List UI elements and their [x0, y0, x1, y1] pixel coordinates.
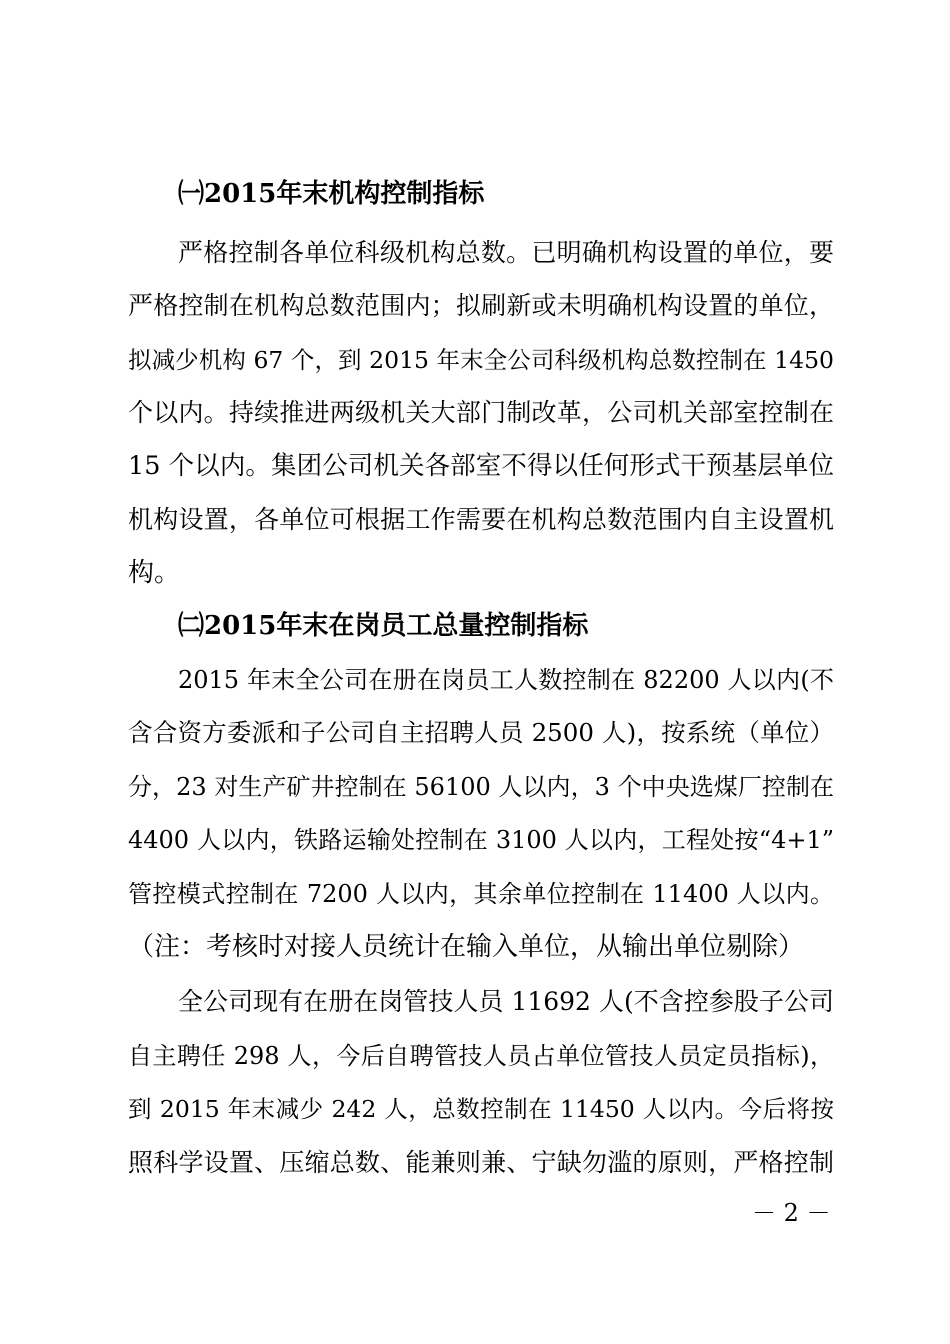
- paragraph-line: 拟减少机构 67 个，到 2015 年末全公司科级机构总数控制在 1450: [128, 346, 834, 374]
- paragraph-line: 含合资方委派和子公司自主招聘人员 2500 人)，按系统（单位）: [128, 718, 834, 747]
- paragraph-line: 自主聘任 298 人，今后自聘管技人员占单位管技人员定员指标)，: [128, 1042, 834, 1070]
- paragraph-line: 15 个以内。集团公司机关各部室不得以任何形式干预基层单位: [128, 451, 834, 481]
- page-number: － 2 －: [752, 1199, 831, 1227]
- section-2-heading: ㈡2015年末在岗员工总量控制指标: [178, 611, 589, 641]
- paragraph-line: 个以内。持续推进两级机关大部门制改革，公司机关部室控制在: [128, 398, 834, 427]
- paragraph-line: 机构设置，各单位可根据工作需要在机构总数范围内自主设置机: [128, 505, 834, 534]
- paragraph-line: 全公司现有在册在岗管技人员 11692 人(不含控参股子公司: [178, 987, 834, 1016]
- paragraph-line: 管控模式控制在 7200 人以内，其余单位控制在 11400 人以内。: [128, 880, 834, 908]
- paragraph-line: 构。: [128, 558, 181, 588]
- section-1-heading: ㈠2015年末机构控制指标: [178, 179, 485, 209]
- paragraph-line: 照科学设置、压缩总数、能兼则兼、宁缺勿滥的原则，严格控制: [128, 1148, 834, 1177]
- paragraph-line: 2015 年末全公司在册在岗员工人数控制在 82200 人以内(不: [178, 666, 834, 694]
- paragraph-line: 严格控制各单位科级机构总数。已明确机构设置的单位，要: [178, 238, 834, 267]
- paragraph-line: 到 2015 年末减少 242 人，总数控制在 11450 人以内。今后将按: [128, 1095, 834, 1123]
- paragraph-line: 严格控制在机构总数范围内；拟刷新或未明确机构设置的单位，: [128, 291, 834, 320]
- paragraph-line: 分，23 对生产矿井控制在 56100 人以内，3 个中央选煤厂控制在: [128, 773, 834, 801]
- paragraph-line: （注：考核时对接人员统计在输入单位，从输出单位剔除）: [128, 932, 805, 962]
- paragraph-line: 4400 人以内，铁路运输处控制在 3100 人以内，工程处按“4+1”: [128, 826, 834, 854]
